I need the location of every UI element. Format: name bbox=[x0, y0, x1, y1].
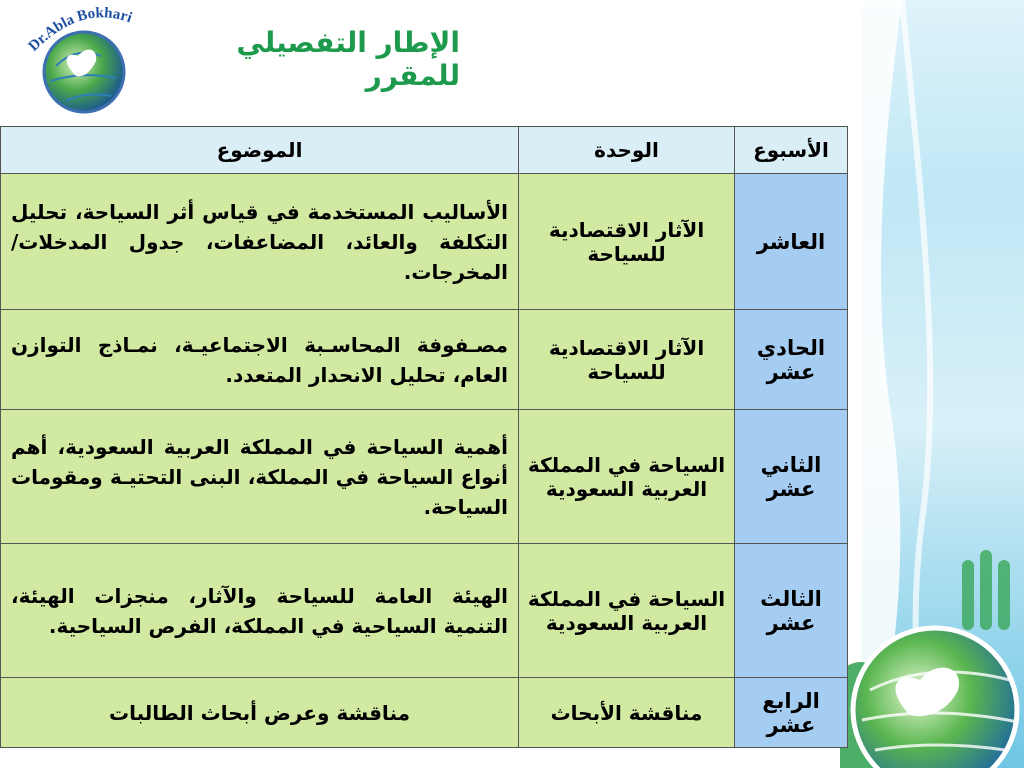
course-schedule-table bbox=[0, 126, 848, 748]
unit-cell: مناقشة الأبحاث bbox=[519, 678, 735, 748]
page-title: الإطار التفصيلي للمقرر bbox=[236, 26, 460, 92]
table-row bbox=[1, 174, 848, 310]
topic-cell: الهيئة العامة للسياحة والآثار، منجزات الهيئة، التنمية السياحية في المملكة، الفرص السياحية. bbox=[1, 544, 519, 678]
unit-cell: السياحة في المملكة العربية السعودية bbox=[519, 410, 735, 544]
header-week: الأسبوع bbox=[735, 127, 848, 174]
logo-text bbox=[26, 6, 146, 56]
unit-cell: الآثار الاقتصادية للسياحة bbox=[519, 174, 735, 310]
topic-cell: مناقشة وعرض أبحاث الطالبات bbox=[1, 678, 519, 748]
topic-cell: أهمية السياحة في المملكة العربية السعودية، أهم أنواع السياحة في المملكة، البنى التحتيـة ومقومات السياحة. bbox=[1, 410, 519, 544]
globe-dove-icon bbox=[840, 610, 1024, 768]
week-cell: العاشر bbox=[735, 174, 848, 310]
table-row bbox=[1, 410, 848, 544]
week-cell: الثاني عشر bbox=[735, 410, 848, 544]
table-row bbox=[1, 544, 848, 678]
unit-cell: الآثار الاقتصادية للسياحة bbox=[519, 310, 735, 410]
table-row bbox=[1, 310, 848, 410]
unit-cell: السياحة في المملكة العربية السعودية bbox=[519, 544, 735, 678]
week-cell: الثالث عشر bbox=[735, 544, 848, 678]
header-unit: الوحدة bbox=[519, 127, 735, 174]
svg-text:Dr.Abla Bokhari: Dr.Abla Bokhari bbox=[26, 6, 135, 55]
table-header-row bbox=[1, 127, 848, 174]
week-cell: الرابع عشر bbox=[735, 678, 848, 748]
table-row bbox=[1, 678, 848, 748]
header-topic: الموضوع bbox=[1, 127, 519, 174]
topic-cell: مصـفوفة المحاسـبة الاجتماعيـة، نمـاذج التوازن العام، تحليل الانحدار المتعدد. bbox=[1, 310, 519, 410]
topic-cell: الأساليب المستخدمة في قياس أثر السياحة، تحليل التكلفة والعائد، المضاعفات، جدول المدخلات/المخرجات. bbox=[1, 174, 519, 310]
week-cell: الحادي عشر bbox=[735, 310, 848, 410]
